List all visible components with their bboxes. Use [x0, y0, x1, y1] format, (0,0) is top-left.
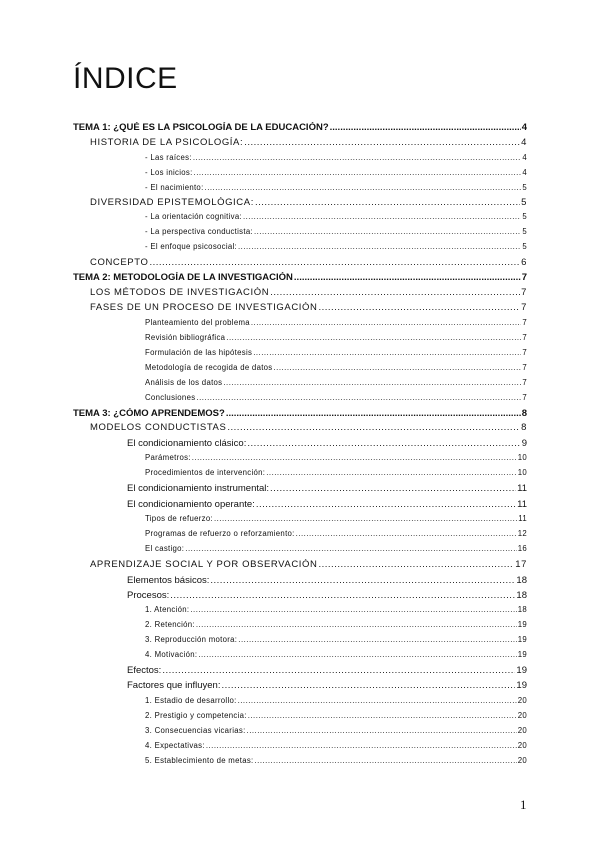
toc-entry-page: 8 — [521, 422, 527, 433]
page-title: ÍNDICE — [73, 62, 178, 95]
toc-entry[interactable] — [90, 287, 527, 298]
toc-entry-page: 19 — [517, 635, 527, 644]
dot-leader — [255, 756, 517, 765]
dot-leader — [255, 197, 520, 208]
toc-entry[interactable] — [145, 242, 527, 251]
toc-entry-title: FASES DE UN PROCESO DE INVESTIGACIÓN — [90, 302, 318, 313]
toc-entry[interactable] — [127, 680, 527, 691]
toc-entry[interactable] — [145, 393, 527, 402]
dot-leader — [238, 635, 516, 644]
toc-entry-title: Análisis de los datos — [145, 378, 223, 387]
toc-entry-page: 19 — [517, 650, 527, 659]
dot-leader — [251, 318, 521, 327]
toc-entry-page: 7 — [522, 348, 527, 357]
toc-entry-title: - El enfoque psicosocial: — [145, 242, 238, 251]
dot-leader — [238, 696, 517, 705]
toc-entry-title: El condicionamiento operante: — [127, 499, 255, 510]
dot-leader — [330, 122, 521, 133]
toc-entry-title: 4. Expectativas: — [145, 741, 205, 750]
toc-entry[interactable] — [145, 168, 527, 177]
dot-leader — [270, 483, 516, 494]
toc-entry-page: 19 — [516, 665, 527, 676]
dot-leader — [254, 227, 521, 236]
dot-leader — [190, 605, 516, 614]
toc-entry-title: Revisión bibliográfica — [145, 333, 226, 342]
dot-leader — [253, 348, 521, 357]
toc-entry-title: 2. Retención: — [145, 620, 195, 629]
dot-leader — [318, 302, 520, 313]
toc-entry-title: Efectos: — [127, 665, 162, 676]
toc-entry[interactable] — [90, 257, 527, 268]
dot-leader — [170, 590, 515, 601]
toc-entry[interactable] — [127, 438, 527, 449]
dot-leader — [149, 257, 520, 268]
toc-entry-title: 2. Prestigio y competencia: — [145, 711, 247, 720]
toc-entry-title: Metodología de recogida de datos — [145, 363, 273, 372]
toc-entry-title: Programas de refuerzo o reforzamiento: — [145, 529, 295, 538]
dot-leader — [162, 665, 515, 676]
toc-entry[interactable] — [145, 756, 527, 765]
toc-entry-title: - La orientación cognitiva: — [145, 212, 242, 221]
toc-entry[interactable] — [145, 378, 527, 387]
toc-entry[interactable] — [90, 422, 527, 433]
toc-entry-page: 5 — [522, 212, 527, 221]
toc-entry-page: 7 — [522, 318, 527, 327]
toc-entry-page: 11 — [517, 499, 527, 510]
toc-entry-page: 20 — [517, 696, 527, 705]
toc-entry-title: 1. Estadio de desarrollo: — [145, 696, 237, 705]
toc-entry[interactable] — [145, 529, 527, 538]
toc-entry-page: 18 — [517, 605, 527, 614]
dot-leader — [274, 363, 522, 372]
toc-entry-page: 18 — [516, 575, 527, 586]
toc-entry-page: 5 — [522, 183, 527, 192]
toc-entry-page: 12 — [517, 529, 527, 538]
toc-entry-page: 4 — [522, 153, 527, 162]
toc-entry-title: El condicionamiento instrumental: — [127, 483, 270, 494]
dot-leader — [226, 408, 521, 419]
toc-entry-title: Factores que influyen: — [127, 680, 221, 691]
dot-leader — [221, 680, 515, 691]
toc-entry-page: 11 — [517, 483, 527, 494]
toc-entry-page: 20 — [517, 741, 527, 750]
toc-entry-title: Formulación de las hipótesis — [145, 348, 253, 357]
toc-entry-title: 4. Motivación: — [145, 650, 198, 659]
toc-entry[interactable] — [145, 348, 527, 357]
toc-entry[interactable] — [145, 333, 527, 342]
toc-entry-title: Conclusiones — [145, 393, 196, 402]
toc-entry-page: 5 — [522, 227, 527, 236]
toc-entry-page: 8 — [521, 408, 527, 419]
toc-entry-page: 18 — [516, 590, 527, 601]
toc-entry-title: El castigo: — [145, 544, 185, 553]
dot-leader — [247, 438, 520, 449]
dot-leader — [192, 453, 517, 462]
toc-entry-title: Parámetros: — [145, 453, 191, 462]
toc-entry-page: 16 — [517, 544, 527, 553]
dot-leader — [227, 422, 520, 433]
toc-entry[interactable] — [145, 363, 527, 372]
toc-entry[interactable] — [73, 122, 527, 133]
toc-entry[interactable] — [90, 302, 527, 313]
toc-entry-page: 11 — [518, 514, 527, 523]
dot-leader — [247, 726, 517, 735]
toc-entry[interactable] — [73, 272, 527, 283]
toc-entry-title: 3. Consecuencias vicarias: — [145, 726, 246, 735]
toc-entry-title: 1. Atención: — [145, 605, 190, 614]
toc-entry-page: 9 — [521, 438, 527, 449]
dot-leader — [226, 333, 521, 342]
toc-entry[interactable] — [145, 635, 527, 644]
toc-entry-page: 4 — [521, 122, 527, 133]
toc-entry[interactable] — [145, 605, 527, 614]
dot-leader — [270, 287, 520, 298]
toc-entry-page: 7 — [522, 363, 527, 372]
toc-entry[interactable] — [127, 483, 527, 494]
toc-entry[interactable] — [127, 665, 527, 676]
toc-entry[interactable] — [145, 227, 527, 236]
toc-entry-title: Tipos de refuerzo: — [145, 514, 213, 523]
toc-entry-title: TEMA 1: ¿QUÉ ES LA PSICOLOGÍA DE LA EDUCACIÓN? — [73, 122, 329, 133]
dot-leader — [266, 468, 516, 477]
toc-entry-title: Procesos: — [127, 590, 170, 601]
toc-entry-page: 6 — [521, 257, 527, 268]
toc-entry-page: 19 — [516, 680, 527, 691]
toc-entry[interactable] — [145, 453, 527, 462]
toc-entry[interactable] — [73, 408, 527, 419]
toc-entry-title: Elementos básicos: — [127, 575, 210, 586]
toc-entry-title: DIVERSIDAD EPISTEMOLÓGICA: — [90, 197, 254, 208]
dot-leader — [205, 183, 522, 192]
page-number: 1 — [520, 797, 527, 812]
toc-entry-page: 5 — [521, 197, 527, 208]
toc-entry-title: - El nacimiento: — [145, 183, 204, 192]
toc-entry-title: MODELOS CONDUCTISTAS — [90, 422, 227, 433]
toc-entry-page: 5 — [522, 242, 527, 251]
toc-entry-page: 4 — [521, 137, 527, 148]
dot-leader — [194, 168, 522, 177]
dot-leader — [296, 529, 517, 538]
toc-entry[interactable] — [145, 183, 527, 192]
toc-entry-title: APRENDIZAJE SOCIAL Y POR OBSERVACIÓN — [90, 559, 318, 570]
toc-entry[interactable] — [145, 153, 527, 162]
toc-entry-page: 7 — [522, 378, 527, 387]
toc-entry-title: El condicionamiento clásico: — [127, 438, 247, 449]
dot-leader — [196, 393, 521, 402]
toc-entry[interactable] — [90, 137, 527, 148]
toc-entry-title: 3. Reproducción motora: — [145, 635, 238, 644]
toc-entry[interactable] — [127, 575, 527, 586]
toc-entry[interactable] — [127, 590, 527, 601]
toc-entry[interactable] — [145, 711, 527, 720]
toc-entry-title: - La perspectiva conductista: — [145, 227, 253, 236]
toc-entry-page: 17 — [515, 559, 527, 570]
toc-entry-title: CONCEPTO — [90, 257, 149, 268]
toc-entry-title: TEMA 3: ¿CÓMO APRENDEMOS? — [73, 408, 225, 419]
toc-entry[interactable] — [90, 197, 527, 208]
toc-entry[interactable] — [145, 318, 527, 327]
toc-entry[interactable] — [145, 726, 527, 735]
dot-leader — [256, 499, 516, 510]
toc-entry-page: 20 — [517, 756, 527, 765]
toc-entry-title: TEMA 2: METODOLOGÍA DE LA INVESTIGACIÓN — [73, 272, 293, 283]
toc-entry-title: LOS MÉTODOS DE INVESTIGACIÓN — [90, 287, 270, 298]
toc-entry[interactable] — [127, 499, 527, 510]
dot-leader — [294, 272, 521, 283]
dot-leader — [223, 378, 521, 387]
toc-entry-page: 20 — [517, 726, 527, 735]
toc-entry-page: 4 — [522, 168, 527, 177]
dot-leader — [214, 514, 517, 523]
toc-entry-title: 5. Establecimiento de metas: — [145, 756, 254, 765]
toc-entry-title: - Los inicios: — [145, 168, 193, 177]
dot-leader — [198, 650, 516, 659]
toc-entry-page: 7 — [521, 272, 527, 283]
toc-entry-page: 10 — [517, 468, 527, 477]
toc-entry-page: 10 — [517, 453, 527, 462]
toc-entry-page: 19 — [517, 620, 527, 629]
toc-entry-title: - Las raíces: — [145, 153, 192, 162]
toc-entry[interactable] — [145, 544, 527, 553]
dot-leader — [244, 137, 520, 148]
dot-leader — [196, 620, 517, 629]
toc-entry[interactable] — [145, 620, 527, 629]
dot-leader — [185, 544, 516, 553]
toc-entry[interactable] — [145, 212, 527, 221]
toc-entry[interactable] — [145, 468, 527, 477]
toc-entry-title: Planteamiento del problema — [145, 318, 250, 327]
dot-leader — [319, 559, 515, 570]
toc-entry[interactable] — [145, 696, 527, 705]
toc-entry[interactable] — [90, 559, 527, 570]
dot-leader — [210, 575, 515, 586]
dot-leader — [193, 153, 522, 162]
toc-entry-page: 7 — [521, 302, 527, 313]
toc-entry-page: 7 — [522, 393, 527, 402]
dot-leader — [206, 741, 517, 750]
toc-entry[interactable] — [145, 650, 527, 659]
toc-entry-page: 7 — [521, 287, 527, 298]
dot-leader — [248, 711, 517, 720]
toc-entry-page: 7 — [522, 333, 527, 342]
toc-entry-page: 20 — [517, 711, 527, 720]
dot-leader — [238, 242, 521, 251]
toc-entry-title: Procedimientos de intervención: — [145, 468, 266, 477]
dot-leader — [243, 212, 521, 221]
toc-entry[interactable] — [145, 514, 527, 523]
toc-entry[interactable] — [145, 741, 527, 750]
toc-entry-title: HISTORIA DE LA PSICOLOGÍA: — [90, 137, 244, 148]
